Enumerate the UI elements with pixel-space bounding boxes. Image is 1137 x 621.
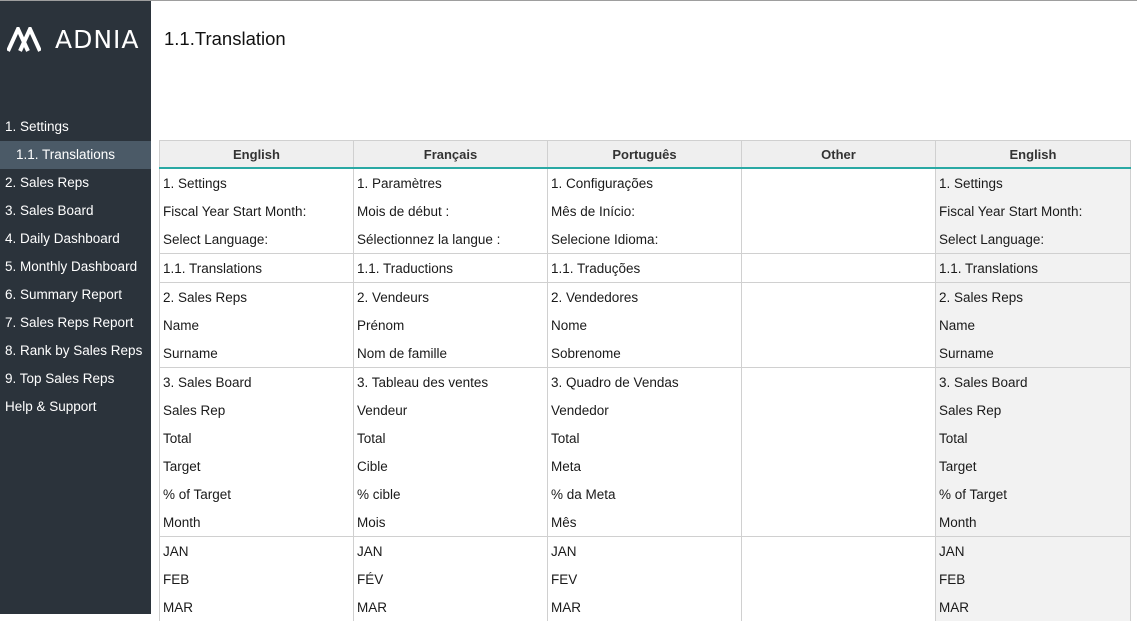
table-cell[interactable]: Sobrenome — [548, 339, 742, 368]
sidebar-item-1-1-translations[interactable]: 1.1. Translations — [0, 141, 151, 169]
table-row — [160, 537, 1131, 566]
table-cell[interactable]: Nom de famille — [354, 339, 548, 368]
table-cell: Surname — [936, 339, 1131, 368]
table-cell[interactable]: Vendedor — [548, 396, 742, 424]
table-cell[interactable]: 3. Sales Board — [160, 368, 354, 397]
table-cell[interactable]: 3. Quadro de Vendas — [548, 368, 742, 397]
table-cell[interactable]: Selecione Idioma: — [548, 225, 742, 254]
table-cell[interactable]: 2. Sales Reps — [160, 283, 354, 312]
table-cell[interactable]: 2. Vendedores — [548, 283, 742, 312]
table-cell[interactable]: 1.1. Translations — [160, 254, 354, 283]
table-row — [160, 225, 1131, 254]
table-cell[interactable] — [742, 283, 936, 312]
page-title: 1.1.Translation — [164, 28, 286, 49]
table-cell[interactable]: Mês de Início: — [548, 197, 742, 225]
table-cell[interactable]: 1. Paramètres — [354, 168, 548, 197]
column-header-portugues: Português — [548, 141, 742, 169]
window-top-border — [0, 0, 1137, 1]
table-cell[interactable] — [742, 168, 936, 197]
table-cell[interactable] — [742, 339, 936, 368]
table-cell[interactable]: Total — [160, 424, 354, 452]
table-row — [160, 283, 1131, 312]
table-cell[interactable]: Meta — [548, 452, 742, 480]
table-cell[interactable]: 1. Settings — [160, 168, 354, 197]
table-row — [160, 339, 1131, 368]
table-row — [160, 424, 1131, 452]
table-cell[interactable]: 3. Tableau des ventes — [354, 368, 548, 397]
table-cell[interactable]: FEV — [548, 565, 742, 593]
table-cell[interactable]: MAR — [160, 593, 354, 621]
translation-table-container — [159, 140, 1131, 621]
table-cell[interactable]: JAN — [354, 537, 548, 566]
table-row — [160, 197, 1131, 225]
table-cell[interactable]: Sélectionnez la langue : — [354, 225, 548, 254]
table-cell[interactable]: Total — [354, 424, 548, 452]
column-header-english: English — [160, 141, 354, 169]
table-body — [160, 168, 1131, 621]
sidebar-item-7-sales-reps-report[interactable]: 7. Sales Reps Report — [5, 315, 134, 330]
table-row — [160, 368, 1131, 397]
sidebar-item-2-sales-reps[interactable]: 2. Sales Reps — [5, 175, 90, 190]
table-cell: Total — [936, 424, 1131, 452]
table-cell[interactable]: % da Meta — [548, 480, 742, 508]
column-header-other: Other — [742, 141, 936, 169]
table-cell[interactable]: Mois — [354, 508, 548, 537]
table-cell[interactable]: FEB — [160, 565, 354, 593]
table-cell: Month — [936, 508, 1131, 537]
sidebar — [0, 1, 151, 614]
table-cell: Name — [936, 311, 1131, 339]
sidebar-item-8-rank-by-sales-reps[interactable]: 8. Rank by Sales Reps — [5, 343, 143, 358]
translation-table — [159, 140, 1131, 621]
table-cell: Fiscal Year Start Month: — [936, 197, 1131, 225]
table-cell: 1.1. Translations — [936, 254, 1131, 283]
table-cell[interactable] — [742, 508, 936, 537]
table-cell[interactable]: Vendeur — [354, 396, 548, 424]
table-cell[interactable]: MAR — [548, 593, 742, 621]
table-cell: Target — [936, 452, 1131, 480]
logo-text: ADNIA — [55, 25, 140, 54]
sidebar-nav — [0, 113, 151, 421]
table-cell[interactable]: 1. Configurações — [548, 168, 742, 197]
table-cell[interactable]: JAN — [160, 537, 354, 566]
table-cell: MAR — [936, 593, 1131, 621]
table-cell[interactable]: Mês — [548, 508, 742, 537]
table-cell[interactable]: MAR — [354, 593, 548, 621]
table-cell[interactable] — [742, 197, 936, 225]
table-cell[interactable] — [742, 452, 936, 480]
logo — [7, 26, 140, 54]
table-row — [160, 508, 1131, 537]
table-cell[interactable]: % cible — [354, 480, 548, 508]
adnia-logo-icon — [7, 27, 41, 53]
table-cell[interactable]: Nome — [548, 311, 742, 339]
table-cell[interactable]: FÉV — [354, 565, 548, 593]
table-cell[interactable]: Sales Rep — [160, 396, 354, 424]
table-cell: FEB — [936, 565, 1131, 593]
table-cell[interactable]: Target — [160, 452, 354, 480]
table-cell[interactable] — [742, 311, 936, 339]
table-cell[interactable] — [742, 225, 936, 254]
table-cell[interactable]: 1.1. Traductions — [354, 254, 548, 283]
table-cell: Select Language: — [936, 225, 1131, 254]
table-cell: JAN — [936, 537, 1131, 566]
table-cell[interactable] — [742, 565, 936, 593]
table-cell[interactable]: 1.1. Traduções — [548, 254, 742, 283]
sidebar-item-5-monthly-dashboard[interactable]: 5. Monthly Dashboard — [5, 259, 138, 274]
table-row — [160, 311, 1131, 339]
table-cell[interactable] — [742, 254, 936, 283]
table-cell[interactable]: 2. Vendeurs — [354, 283, 548, 312]
table-cell[interactable]: Total — [548, 424, 742, 452]
table-header-row — [160, 141, 1131, 169]
table-cell[interactable] — [742, 396, 936, 424]
table-cell[interactable] — [742, 368, 936, 397]
sidebar-item-9-top-sales-reps[interactable]: 9. Top Sales Reps — [5, 371, 115, 386]
table-row — [160, 593, 1131, 621]
column-header-english-reference: English — [936, 141, 1131, 169]
table-cell[interactable]: Cible — [354, 452, 548, 480]
table-cell: % of Target — [936, 480, 1131, 508]
table-row — [160, 452, 1131, 480]
table-cell[interactable] — [742, 537, 936, 566]
table-cell[interactable]: Mois de début : — [354, 197, 548, 225]
table-cell[interactable] — [742, 593, 936, 621]
table-cell[interactable]: Prénom — [354, 311, 548, 339]
table-cell[interactable] — [742, 424, 936, 452]
table-cell: Sales Rep — [936, 396, 1131, 424]
table-row — [160, 254, 1131, 283]
table-cell[interactable]: JAN — [548, 537, 742, 566]
table-cell: 3. Sales Board — [936, 368, 1131, 397]
sidebar-item-3-sales-board[interactable]: 3. Sales Board — [5, 203, 94, 218]
sidebar-item-help-support[interactable]: Help & Support — [5, 399, 97, 414]
table-cell[interactable]: Surname — [160, 339, 354, 368]
table-cell[interactable]: Name — [160, 311, 354, 339]
table-cell[interactable]: Month — [160, 508, 354, 537]
column-header-francais: Français — [354, 141, 548, 169]
table-row — [160, 565, 1131, 593]
table-row — [160, 480, 1131, 508]
table-cell: 2. Sales Reps — [936, 283, 1131, 312]
table-cell[interactable]: % of Target — [160, 480, 354, 508]
table-cell[interactable]: Fiscal Year Start Month: — [160, 197, 354, 225]
table-row — [160, 168, 1131, 197]
table-cell: 1. Settings — [936, 168, 1131, 197]
sidebar-item-1-settings[interactable]: 1. Settings — [5, 119, 69, 134]
sidebar-item-6-summary-report[interactable]: 6. Summary Report — [5, 287, 123, 302]
table-cell[interactable] — [742, 480, 936, 508]
table-cell[interactable]: Select Language: — [160, 225, 354, 254]
sidebar-item-4-daily-dashboard[interactable]: 4. Daily Dashboard — [5, 231, 120, 246]
table-row — [160, 396, 1131, 424]
